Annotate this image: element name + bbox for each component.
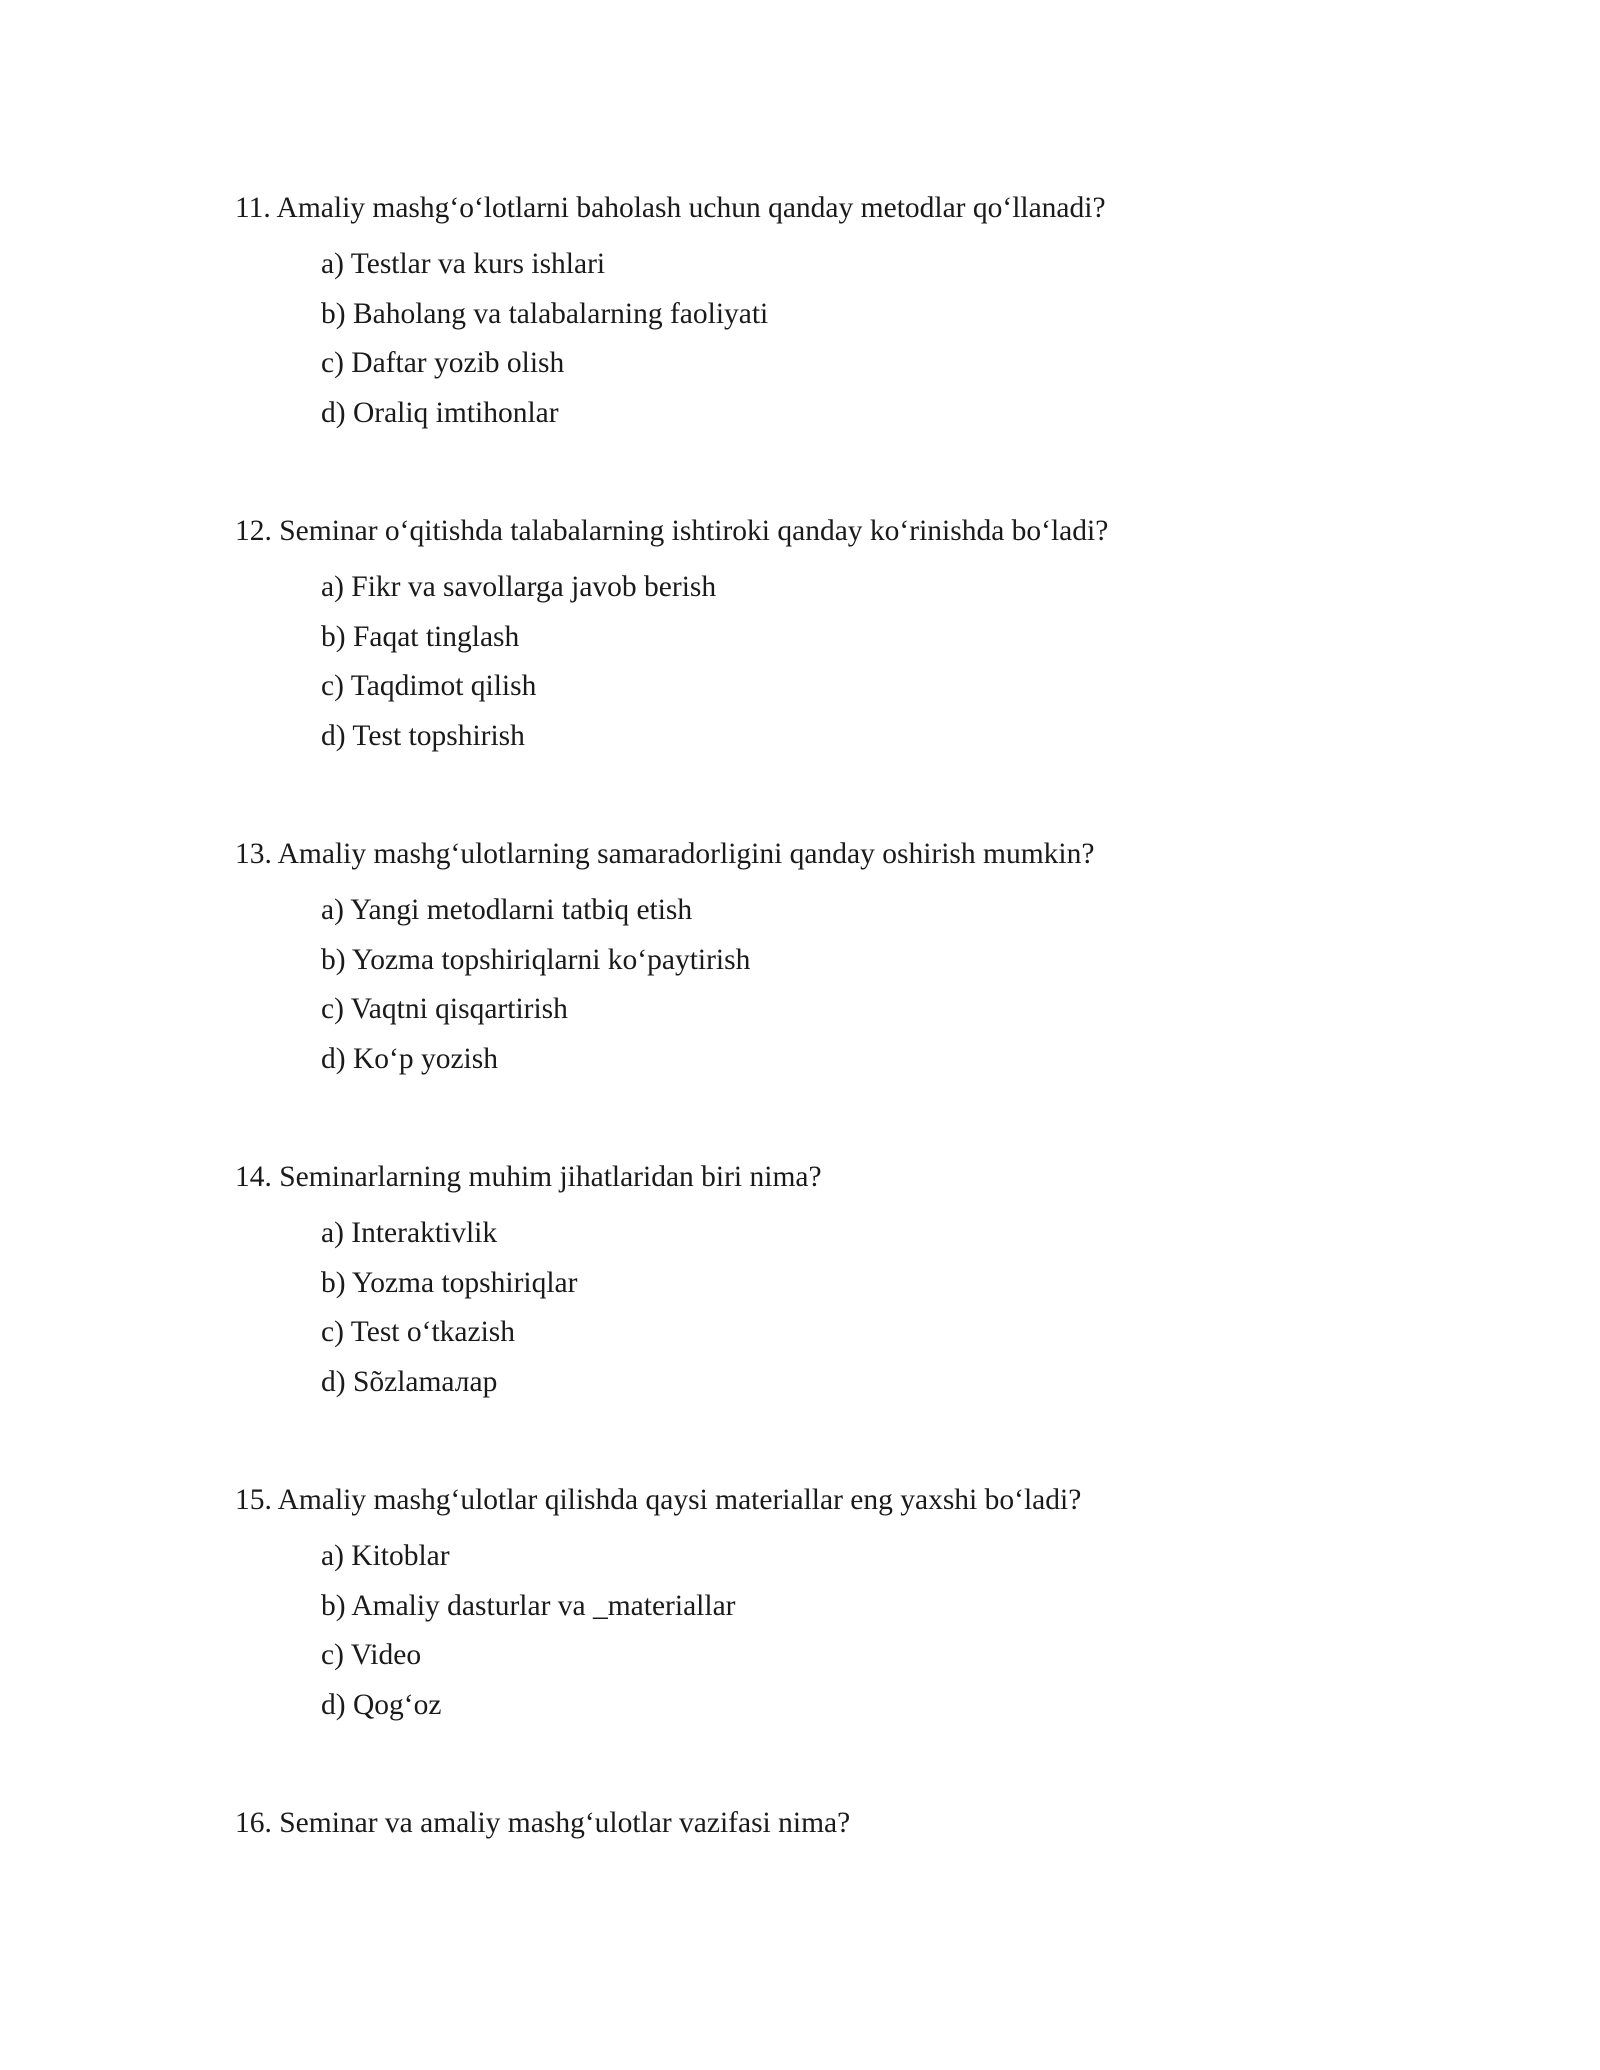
question-text: 14. Seminarlarning muhim jihatlaridan biri nima? [235,1161,822,1193]
answer-option-b: b) Amaliy dasturlar va _materiallar [321,1589,736,1622]
answer-option-a: a) Interaktivlik [321,1217,498,1249]
question-text: 16. Seminar va amaliy mashg‘ulotlar vazifasi nima? [235,1807,851,1839]
answer-option-a: a) Fikr va savollarga javob berish [321,571,717,603]
answer-option-b: b) Faqat tinglash [321,620,520,653]
answer-options [321,563,1415,761]
question-11 [235,183,1415,506]
question-list [235,183,1415,1848]
answer-option-b: b) Yozma topshiriqlarni ko‘paytirish [321,943,751,976]
question-15 [235,1475,1415,1798]
answer-option-d: d) Test topshirish [321,719,525,752]
question-text: 12. Seminar o‘qitishda talabalarning ishtiroki qanday ko‘rinishda bo‘ladi? [235,515,1109,547]
answer-options [321,886,1415,1084]
answer-options [321,1532,1415,1730]
answer-option-b: b) Baholang va talabalarning faoliyati [321,297,769,330]
question-text: 15. Amaliy mashg‘ulotlar qilishda qaysi materiallar eng yaxshi bo‘ladi? [235,1484,1082,1516]
answer-option-c: c) Vaqtni qisqartirish [321,993,568,1025]
answer-option-c: c) Test o‘tkazish [321,1316,515,1348]
answer-option-a: a) Kitoblar [321,1540,450,1572]
question-text: 11. Amaliy mashg‘o‘lotlarni baholash uchun qanday metodlar qo‘llanadi? [235,192,1106,224]
question-14 [235,1152,1415,1475]
question-text: 13. Amaliy mashg‘ulotlarning samaradorligini qanday oshirish mumkin? [235,838,1095,870]
answer-option-c: c) Daftar yozib olish [321,347,565,379]
answer-option-d: d) Sõzlamалар [321,1365,498,1398]
answer-options [321,240,1415,438]
answer-options [321,1209,1415,1407]
answer-option-a: a) Testlar va kurs ishlari [321,248,606,280]
answer-option-c: c) Taqdimot qilish [321,670,537,702]
answer-option-d: d) Oraliq imtihonlar [321,396,559,429]
answer-option-d: d) Qog‘oz [321,1688,442,1721]
answer-option-c: c) Video [321,1639,422,1671]
question-12 [235,506,1415,829]
question-16 [235,1798,1415,1848]
answer-option-d: d) Ko‘p yozish [321,1042,498,1075]
answer-option-a: a) Yangi metodlarni tatbiq etish [321,894,693,926]
answer-option-b: b) Yozma topshiriqlar [321,1266,578,1299]
question-13 [235,829,1415,1152]
